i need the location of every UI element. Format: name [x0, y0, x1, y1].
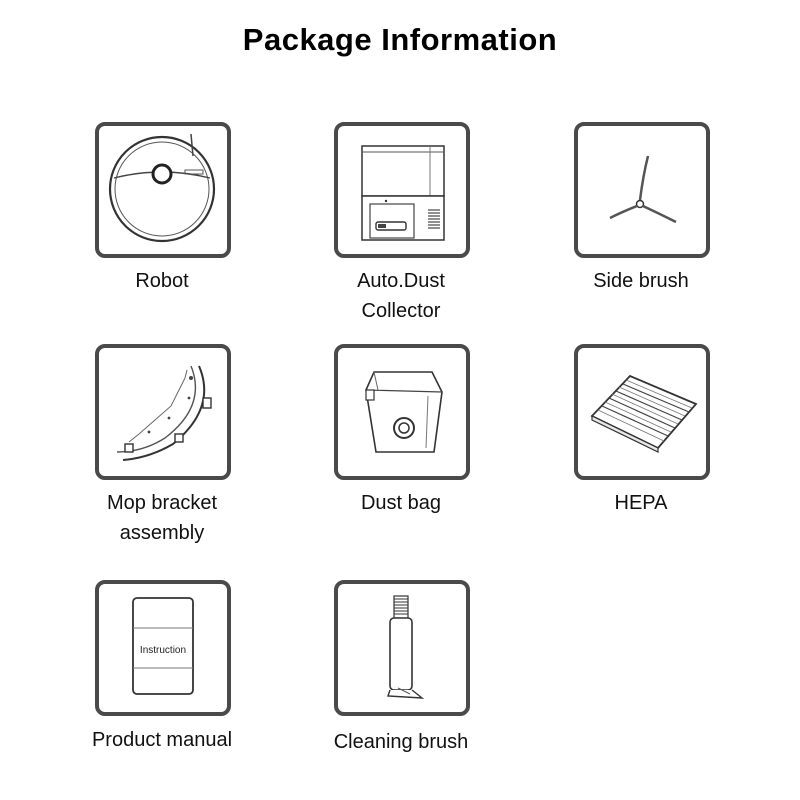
item-frame [95, 344, 231, 480]
item-frame [334, 580, 470, 716]
item-label: Cleaning brush [333, 731, 469, 753]
item-label: Mop bracket assembly [106, 492, 218, 544]
item-label: Robot [135, 270, 189, 292]
item-label: Side brush [593, 270, 689, 292]
manual-cover-text: Instruction [139, 645, 187, 656]
item-frame [334, 344, 470, 480]
cleaning-brush-icon [338, 584, 466, 712]
dust-collector-icon [338, 126, 466, 254]
item-frame [574, 344, 710, 480]
dust-bag-icon [338, 348, 466, 476]
mop-bracket-icon [99, 348, 227, 476]
item-frame [95, 580, 231, 716]
item-label: Dust bag [360, 492, 442, 514]
manual-icon [99, 584, 227, 712]
item-label: Product manual [91, 729, 233, 751]
hepa-filter-icon [578, 348, 706, 476]
page-title: Package Information [242, 22, 558, 57]
item-frame [574, 122, 710, 258]
item-label: Auto.Dust Collector [357, 270, 445, 322]
item-label: HEPA [614, 492, 668, 514]
item-frame [95, 122, 231, 258]
side-brush-icon [578, 126, 706, 254]
item-frame [334, 122, 470, 258]
robot-vacuum-icon [99, 126, 227, 254]
